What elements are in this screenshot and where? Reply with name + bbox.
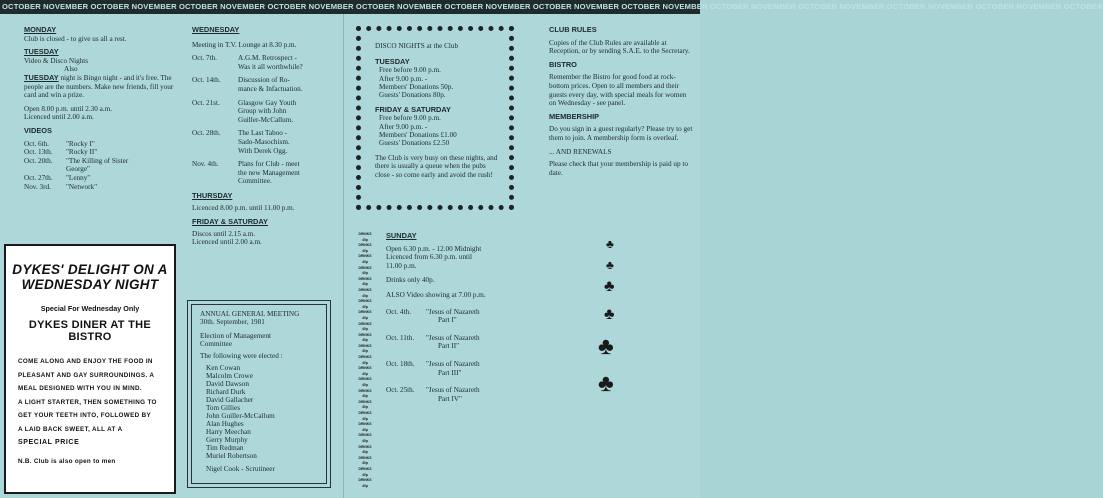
agm-member-name: Tim Redman <box>206 444 244 453</box>
disco-tuesday-line: Free before 9.00 p.m. <box>379 66 441 75</box>
advert-title: DYKES' DELIGHT ON A WEDNESDAY NIGHT <box>12 262 168 292</box>
membership-text: Do you sign in a guest regularly? Please try to get them to join. A membership form is overleaf. <box>549 125 693 142</box>
meeting-topic-line: The Last Taboo - <box>238 129 288 138</box>
jesus-date: Oct. 25th. <box>386 386 415 395</box>
membership-heading: MEMBERSHIP <box>549 111 600 121</box>
drinks-label <box>357 467 373 478</box>
jesus-part: Part III" <box>438 368 462 377</box>
meeting-topic-line: Was it all worthwhile? <box>238 62 303 71</box>
agm-member-name: Malcolm Crowe <box>206 372 253 381</box>
agm-member-name: Harry Meechan <box>206 428 251 437</box>
video-date: Oct. 27th. <box>24 173 53 182</box>
club-suit-icon: ♣ <box>598 334 614 360</box>
meeting-topic-line: Guiller-McCallum. <box>238 115 294 124</box>
drinks-label-price: 40p <box>362 271 368 276</box>
friday-saturday-heading: FRIDAY & SATURDAY <box>192 217 268 227</box>
meeting-topic-line: Discussion of Ro- <box>238 76 290 85</box>
month-banner: OCTOBER NOVEMBER OCTOBER NOVEMBER OCTOBER NOVEMBER OCTOBER NOVEMBER OCTOBER NOVEMBER OCTOBER NOVEMBER OCTOBER NOVEMBER OCTOBER NOVEMBER OCTOBER NOVEMBER OCTOBER NOVEMBER OCTOBER NOVEMBER OCTOBER NOVEMBER OCTOBER <box>0 0 700 14</box>
drinks-label <box>357 322 373 333</box>
sunday-line: Licenced from 6.30 p.m. until <box>386 253 473 262</box>
drinks-label-word: DRINKS <box>358 254 372 259</box>
meeting-date: Oct. 28th. <box>192 129 221 138</box>
video-row <box>24 183 174 192</box>
disco-nights-box <box>356 26 514 210</box>
advert-special: Special For Wednesday Only <box>40 304 140 313</box>
disco-friday-line: Members' Donations £1.00 <box>379 130 457 139</box>
advert-line: SPECIAL PRICE <box>18 439 80 446</box>
meeting-row <box>192 54 338 71</box>
tuesday-text: Video & Disco Nights <box>24 56 89 65</box>
sunday-heading: SUNDAY <box>386 231 417 240</box>
drinks-label-word: DRINKS <box>358 366 372 371</box>
advert-line: GET YOUR TEETH INTO, FOLLOWED BY <box>18 412 152 419</box>
video-title: "Network" <box>66 182 98 191</box>
drinks-label <box>357 344 373 355</box>
meeting-row <box>192 99 338 125</box>
meeting-date: Nov. 4th. <box>192 160 219 169</box>
jesus-part: Part II" <box>438 342 460 351</box>
meeting-topic <box>238 129 338 155</box>
club-suit-icon: ♣ <box>606 237 614 251</box>
meeting-date: Oct. 21st. <box>192 98 220 107</box>
bistro-text: Remember the Bistro for good food at rock-bottom prices. Open to all members and their guests every day, with special meals for women on Wednesday - see panel. <box>549 73 687 108</box>
drinks-label-price: 40p <box>362 371 368 376</box>
agm-member-name: Alan Hughes <box>206 420 244 429</box>
video-date: Oct. 6th. <box>24 139 49 148</box>
drinks-label <box>357 411 373 422</box>
meeting-row <box>192 160 338 186</box>
agm-member-name: Tom Gillies <box>206 404 241 413</box>
drinks-label <box>357 277 373 288</box>
club-rules-text: Copies of the Club Rules are available at Reception, or by sending S.A.E. to the Secretary. <box>549 38 690 56</box>
drinks-label-word: DRINKS <box>358 343 372 348</box>
bingo-text: night is Bingo night - and it's free. The people are the numbers. Make new friends, fill your card and win a prize. <box>24 73 174 100</box>
drinks-label <box>357 355 373 366</box>
video-date: Nov. 3rd. <box>24 182 51 191</box>
advert-note: N.B. Club is also open to men <box>18 457 116 465</box>
column-sunday <box>386 232 536 412</box>
jesus-title-line: "Jesus of Nazareth <box>426 386 480 395</box>
renewals-text: Please check that your membership is paid up to date. <box>549 160 688 177</box>
jesus-row <box>386 360 536 377</box>
meeting-topic-line: With Derek Ogg. <box>238 146 288 155</box>
club-suit-icon: ♣ <box>606 258 614 272</box>
tuesday-bingo-heading: TUESDAY <box>24 72 59 82</box>
video-title: George" <box>66 165 90 174</box>
tuesday-heading: TUESDAY <box>24 47 59 57</box>
jesus-date: Oct. 11th. <box>386 333 415 342</box>
drinks-label-price: 40p <box>362 282 368 287</box>
friday-discos: Discos until 2.15 a.m. <box>192 229 256 238</box>
drinks-label <box>357 400 373 411</box>
drinks-label-word: DRINKS <box>358 332 372 337</box>
drinks-label-price: 40p <box>362 360 368 365</box>
center-fold <box>343 14 344 498</box>
drinks-label-price: 40p <box>362 438 368 443</box>
meeting-row <box>192 129 338 155</box>
drinks-label-price: 40p <box>362 416 368 421</box>
jesus-title-line: "Jesus of Nazareth <box>426 333 480 342</box>
drinks-label-price: 40p <box>362 427 368 432</box>
drinks-label-price: 40p <box>362 304 368 309</box>
drinks-label <box>357 377 373 388</box>
meeting-topic-line: Committee. <box>238 177 272 186</box>
jesus-part: Part IV" <box>438 394 462 403</box>
advert-diner: DYKES DINER AT THE BISTRO <box>28 319 152 343</box>
thursday-text: Licenced 8.00 p.m. until 11.00 p.m. <box>192 203 295 212</box>
agm-name-list <box>200 364 320 460</box>
video-date: Oct. 20th. <box>24 156 53 165</box>
sunday-line: Open 6.30 p.m. - 12.00 Midnight <box>386 244 482 253</box>
drinks-label-word: DRINKS <box>358 265 372 270</box>
drinks-label <box>357 445 373 456</box>
jesus-title-line: "Jesus of Nazareth <box>426 359 480 368</box>
drinks-label-word: DRINKS <box>358 433 372 438</box>
column-club-info <box>549 26 694 177</box>
advert-line: MEAL DESIGNED WITH YOU IN MIND. <box>18 385 142 392</box>
column-monday-tuesday <box>24 26 174 191</box>
opening-hours: Open 8.00 p.m. until 2.30 a.m. <box>24 104 113 113</box>
thursday-heading: THURSDAY <box>192 190 233 200</box>
drinks-label-word: DRINKS <box>358 444 372 449</box>
drinks-label <box>357 478 373 489</box>
jesus-title <box>426 308 536 325</box>
club-suit-icon: ♣ <box>598 371 614 397</box>
drinks-label <box>357 422 373 433</box>
drinks-label-price: 40p <box>362 293 368 298</box>
drinks-label <box>357 288 373 299</box>
sunday-line: 11.00 p.m. <box>386 261 417 270</box>
agm-scrutineer: Nigel Cook - Scrutineer <box>206 465 275 474</box>
sunday-video: ALSO Video showing at 7.00 p.m. <box>386 290 486 299</box>
meeting-topic-line: mance & Infactuation. <box>238 84 303 93</box>
meeting-topic-line: Glasgow Gay Youth <box>238 98 297 107</box>
jesus-title-line: "Jesus of Nazareth <box>426 307 480 316</box>
agm-member-name: Richard Durk <box>206 388 246 397</box>
meeting-topic-line: Group with John <box>238 107 287 116</box>
drinks-label-price: 40p <box>362 338 368 343</box>
disco-friday-line: After 9.00 p.m. - <box>379 122 428 131</box>
meeting-date: Oct. 14th. <box>192 76 221 85</box>
drinks-label <box>357 333 373 344</box>
advert-line: A LIGHT STARTER, THEN SOMETHING TO <box>18 398 157 406</box>
meeting-topic-line: Plans for Club - meet <box>238 160 300 169</box>
jesus-row <box>386 334 536 351</box>
drinks-label-price: 40p <box>362 472 368 477</box>
drinks-label <box>357 254 373 265</box>
meeting-topic <box>238 54 338 71</box>
agm-member-name: Muriel Robertson <box>206 452 257 461</box>
agm-election: Election of Management <box>200 331 272 340</box>
drinks-label-word: DRINKS <box>358 466 372 471</box>
video-date <box>24 165 66 174</box>
drinks-label <box>357 310 373 321</box>
drinks-label-price: 40p <box>362 461 368 466</box>
column-wednesday <box>192 26 338 247</box>
jesus-date: Oct. 18th. <box>386 359 415 368</box>
drinks-label-price: 40p <box>362 315 368 320</box>
disco-tuesday-line: After 9.00 p.m. - <box>379 74 428 83</box>
disco-friday-line: Guests' Donations £2.50 <box>379 139 450 148</box>
disco-friday-lines <box>375 114 499 147</box>
monday-heading: MONDAY <box>24 25 57 34</box>
club-suit-icon: ♣ <box>604 306 615 323</box>
drinks-label <box>357 299 373 310</box>
meeting-date: Oct. 7th. <box>192 54 217 63</box>
club-rules-heading: CLUB RULES <box>549 25 597 34</box>
drinks-label-word: DRINKS <box>358 422 372 427</box>
jesus-row <box>386 308 536 325</box>
video-title: "Lenny" <box>66 173 91 182</box>
meeting-topic-line: A.G.M. Retrospect - <box>238 54 297 63</box>
meeting-topic <box>238 160 338 186</box>
drinks-label-word: DRINKS <box>358 287 372 292</box>
video-row <box>24 148 174 157</box>
video-row <box>24 165 174 174</box>
jesus-row <box>386 386 536 403</box>
bingo-paragraph <box>24 74 174 100</box>
drinks-label-word: DRINKS <box>358 310 372 315</box>
disco-friday-line: Free before 9.00 p.m. <box>379 114 441 123</box>
disco-friday-heading: FRIDAY & SATURDAY <box>375 105 451 115</box>
jesus-title <box>426 334 536 351</box>
meeting-topic <box>238 99 338 125</box>
meeting-topic-line: the new Management <box>238 168 300 177</box>
renewals-heading: ... AND RENEWALS <box>549 147 612 156</box>
agm-member-name: John Guiller-McCallum <box>206 412 275 421</box>
advert-line: PLEASANT AND GAY SURROUNDINGS. A <box>18 371 155 379</box>
drinks-label-price: 40p <box>362 259 368 264</box>
bistro-heading: BISTRO <box>549 59 577 69</box>
drinks-label-word: DRINKS <box>358 411 372 415</box>
video-title: "Rocky II" <box>66 148 98 157</box>
drinks-label-word: DRINKS <box>358 276 372 281</box>
club-suit-icon: ♣ <box>604 278 615 295</box>
advert-body <box>18 355 168 450</box>
wednesday-heading: WEDNESDAY <box>192 25 240 34</box>
drinks-label-price: 40p <box>362 394 368 399</box>
meeting-list <box>192 54 338 186</box>
drinks-label <box>357 266 373 277</box>
advert-line: A LAID BACK SWEET, ALL AT A <box>18 425 123 433</box>
sunday-hours <box>386 245 536 271</box>
drinks-label-word: DRINKS <box>358 388 372 393</box>
agm-member-name: Gerry Murphy <box>206 436 248 445</box>
jesus-part: Part I" <box>438 316 457 325</box>
drinks-label <box>357 232 373 243</box>
agm-inner-frame <box>191 304 327 484</box>
tuesday-also: Also <box>64 65 78 74</box>
drinks-label-word: DRINKS <box>358 299 372 304</box>
jesus-date: Oct. 4th. <box>386 307 411 316</box>
wednesday-text: Meeting in T.V. Lounge at 8.30 p.m. <box>192 40 297 49</box>
drinks-label <box>357 366 373 377</box>
advert-line: COME ALONG AND ENJOY THE FOOD IN <box>18 358 153 365</box>
disco-tuesday-line: Guests' Donations 80p. <box>379 91 446 100</box>
friday-licence: Licenced until 2.00 a.m. <box>192 238 262 247</box>
drinks-label-word: DRINKS <box>358 232 372 236</box>
video-list <box>24 140 174 192</box>
drinks-price-strip <box>357 232 373 494</box>
disco-tuesday-line: Members' Donations 50p. <box>379 82 454 91</box>
drinks-label-word: DRINKS <box>358 478 372 483</box>
drinks-label-word: DRINKS <box>358 455 372 460</box>
disco-tuesday-lines <box>375 66 499 99</box>
drinks-price: Drinks only 40p. <box>386 276 435 285</box>
video-row <box>24 174 174 183</box>
meeting-topic <box>238 76 338 93</box>
drinks-label-price: 40p <box>362 327 368 332</box>
drinks-label-word: DRINKS <box>358 243 372 248</box>
drinks-label-price: 40p <box>362 405 368 410</box>
drinks-label-price: 40p <box>362 383 368 388</box>
drinks-label-price: 40p <box>362 349 368 354</box>
video-title: "The Killing of Sister <box>66 156 129 165</box>
drinks-label-price: 40p <box>362 483 368 488</box>
drinks-label-word: DRINKS <box>358 321 372 326</box>
dykes-delight-advert <box>4 244 176 494</box>
monday-text: Club is closed - to give us all a rest. <box>24 34 127 43</box>
jesus-title <box>426 386 536 403</box>
drinks-label-word: DRINKS <box>358 355 372 360</box>
drinks-label-word: DRINKS <box>358 399 372 404</box>
drinks-label-word: DRINKS <box>358 377 372 382</box>
agm-date: 30th. September, 1981 <box>200 318 265 327</box>
disco-tuesday-heading: TUESDAY <box>375 57 410 67</box>
agm-elected: The following were elected : <box>200 351 283 360</box>
disco-title: DISCO NIGHTS at the Club <box>375 42 459 50</box>
drinks-label <box>357 389 373 400</box>
meeting-row <box>192 76 338 93</box>
video-row <box>24 140 174 149</box>
agm-member-name: David Dawson <box>206 380 249 389</box>
video-row <box>24 157 174 166</box>
drinks-label-price: 40p <box>362 450 368 455</box>
meeting-topic-line: Sado-Masochism. <box>238 137 290 146</box>
drinks-label-price: 40p <box>362 248 368 253</box>
agm-title: ANNUAL GENERAL MEETING <box>200 310 300 318</box>
licence-hours: Licenced until 2.00 a.m. <box>24 113 94 122</box>
agm-member-name: Ken Cowan <box>206 364 241 373</box>
drinks-label <box>357 456 373 467</box>
drinks-label <box>357 243 373 254</box>
video-title: "Rocky I" <box>66 139 95 148</box>
agm-box <box>187 300 331 488</box>
agm-committee: Committee <box>200 340 232 349</box>
video-date: Oct. 13th. <box>24 148 53 157</box>
drinks-label-price: 40p <box>362 237 368 242</box>
jesus-video-list <box>386 308 536 404</box>
disco-footer: The Club is very busy on these nights, and there is usually a queue when the pubs close - so come early and avoid the rush! <box>375 154 498 179</box>
videos-heading: VIDEOS <box>24 125 52 135</box>
agm-member-name: David Gallacher <box>206 396 254 405</box>
drinks-label <box>357 433 373 444</box>
jesus-title <box>426 360 536 377</box>
